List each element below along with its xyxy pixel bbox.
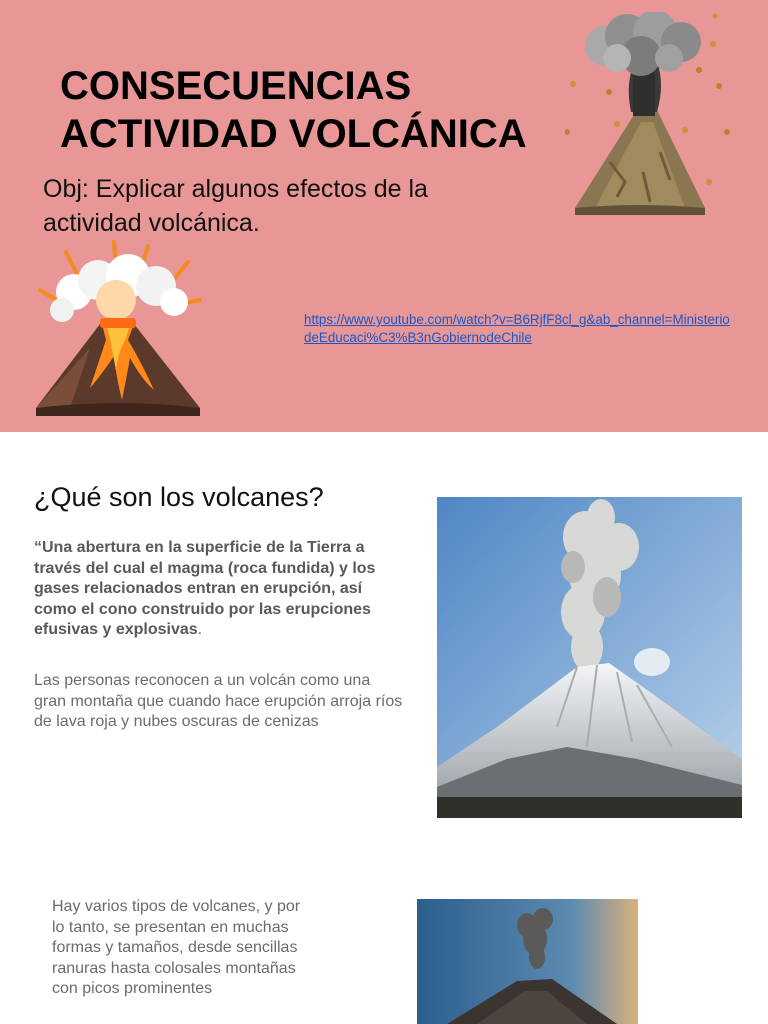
slide-title — [0, 0, 768, 432]
title-line-2: ACTIVIDAD VOLCÁNICA — [60, 112, 527, 156]
description-paragraph: Las personas reconocen a un volcán como una gran montaña que cuando hace erupción arroja ríos de lava roja y nubes oscuras de cenizas — [34, 672, 403, 730]
title-line-1: CONSECUENCIAS — [60, 64, 412, 108]
volcano-photo — [437, 497, 742, 818]
slide-volcano-types — [0, 880, 768, 1024]
types-paragraph: Hay varios tipos de volcanes, y por lo tanto, se presentan en muchas formas y tamaños, desde sencillas ranuras hasta colosales montañas con picos prominentes — [52, 898, 301, 998]
definition-quote — [34, 538, 404, 641]
youtube-link[interactable]: https://www.youtube.com/watch?v=B6RjfF8cl_g&ab_channel=MinisteriodeEducaci%C3%B3nGobiernodeChile — [304, 312, 730, 345]
erupting-volcano-ash-icon — [565, 12, 735, 220]
slide-title-heading — [60, 62, 580, 158]
definition-quote-end: . — [197, 621, 203, 638]
section-heading: ¿Qué son los volcanes? — [34, 482, 324, 512]
objective-text: Obj: Explicar algunos efectos de la actividad volcánica. — [43, 175, 428, 237]
volcano-photo-small — [417, 899, 638, 1024]
erupting-volcano-lava-icon — [30, 240, 205, 422]
slide-what-are-volcanoes — [0, 432, 768, 880]
definition-quote-text: “Una abertura en la superficie de la Tierra a través del cual el magma (roca fundida) y los gases relacionados entran en erupción, así como el cono construido por las erupciones efusivas y explosivas — [34, 539, 376, 638]
